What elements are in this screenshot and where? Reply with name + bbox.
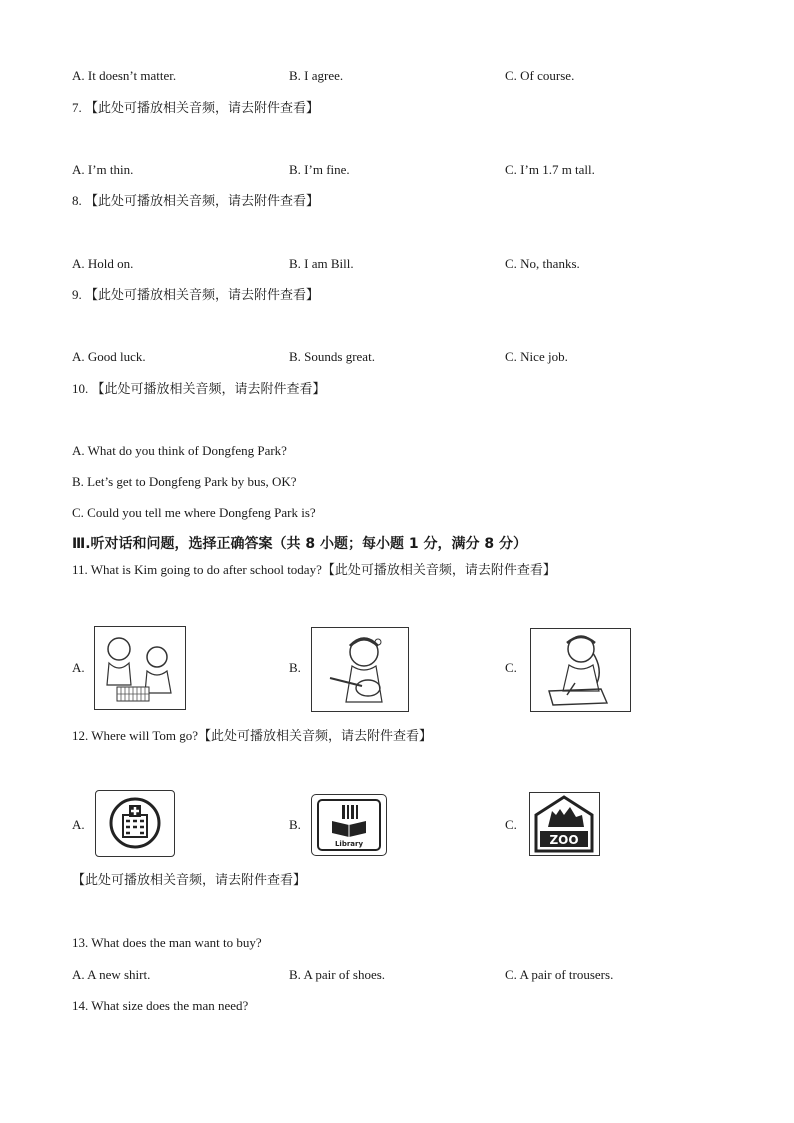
q12-option-a-label[interactable]: A. — [72, 817, 85, 832]
q7-audio-note[interactable]: 【此处可播放相关音频，请去附件查看】 — [85, 101, 320, 116]
q11-option-c-label[interactable]: C. — [505, 660, 517, 675]
girl-writing-icon — [531, 629, 630, 711]
q13-option-c[interactable]: C. A pair of trousers. — [505, 967, 614, 982]
zoo-icon — [530, 793, 599, 855]
q10-stem — [72, 381, 326, 398]
q8-option-a[interactable]: A. Hold on. — [72, 256, 134, 271]
audio-note[interactable]: 【此处可播放相关音频，请去附件查看】 — [72, 873, 307, 888]
library-icon — [312, 795, 386, 855]
q7-option-b[interactable]: B. I’m fine. — [289, 162, 350, 177]
q8-audio-note[interactable]: 【此处可播放相关音频，请去附件查看】 — [85, 194, 320, 209]
kids-playing-chess-icon — [95, 627, 185, 709]
q6-option-c[interactable]: C. Of course. — [505, 68, 575, 83]
zoo-picture[interactable] — [529, 792, 600, 856]
q10-option-b[interactable]: B. Let’s get to Dongfeng Park by bus, OK? — [72, 474, 297, 489]
girl-playing-guitar-icon — [312, 628, 408, 711]
q8-option-c[interactable]: C. No, thanks. — [505, 256, 580, 271]
q9-option-c[interactable]: C. Nice job. — [505, 349, 568, 364]
zoo-label: ZOO — [549, 833, 579, 847]
q8-number: 8. — [72, 193, 82, 208]
q6-option-b[interactable]: B. I agree. — [289, 68, 344, 83]
q6-option-a[interactable]: A. It doesn’t matter. — [72, 68, 177, 83]
q11-stem: 11. What is Kim going to do after school today?【此处可播放相关音频，请去附件查看】 — [72, 562, 556, 577]
q12-option-b-label[interactable]: B. — [289, 817, 301, 832]
q9-stem — [72, 287, 319, 304]
q9-option-a[interactable]: A. Good luck. — [72, 349, 146, 364]
q14-stem: 14. What size does the man need? — [72, 998, 249, 1013]
hospital-icon — [96, 791, 174, 856]
q10-audio-note[interactable]: 【此处可播放相关音频，请去附件查看】 — [91, 382, 326, 397]
q9-number: 9. — [72, 287, 82, 302]
q10-option-c[interactable]: C. Could you tell me where Dongfeng Park is? — [72, 505, 316, 520]
q8-stem — [72, 193, 319, 210]
chess-picture[interactable] — [94, 626, 186, 710]
q11-option-a-label[interactable]: A. — [72, 660, 85, 675]
q9-audio-note[interactable]: 【此处可播放相关音频，请去附件查看】 — [85, 288, 320, 303]
q8-option-b[interactable]: B. I am Bill. — [289, 256, 354, 271]
library-picture[interactable] — [311, 794, 387, 856]
hospital-picture[interactable] — [95, 790, 175, 857]
section-3-heading: Ⅲ.听对话和问题，选择正确答案（共 8 小题；每小题 1 分，满分 8 分） — [72, 536, 528, 552]
q11-option-b-label[interactable]: B. — [289, 660, 301, 675]
q7-option-a[interactable]: A. I’m thin. — [72, 162, 134, 177]
q13-option-a[interactable]: A. A new shirt. — [72, 967, 151, 982]
q7-option-c[interactable]: C. I’m 1.7 m tall. — [505, 162, 595, 177]
q10-number: 10. — [72, 381, 89, 396]
q13-stem: 13. What does the man want to buy? — [72, 935, 262, 950]
q12-option-c-label[interactable]: C. — [505, 817, 517, 832]
q7-stem — [72, 100, 319, 117]
library-label: Library — [334, 840, 364, 848]
q12-stem: 12. Where will Tom go?【此处可播放相关音频，请去附件查看】 — [72, 728, 433, 743]
q7-number: 7. — [72, 100, 82, 115]
q9-option-b[interactable]: B. Sounds great. — [289, 349, 375, 364]
q10-option-a[interactable]: A. What do you think of Dongfeng Park? — [72, 443, 287, 458]
writing-picture[interactable] — [530, 628, 631, 712]
guitar-picture[interactable] — [311, 627, 409, 712]
q13-option-b[interactable]: B. A pair of shoes. — [289, 967, 386, 982]
